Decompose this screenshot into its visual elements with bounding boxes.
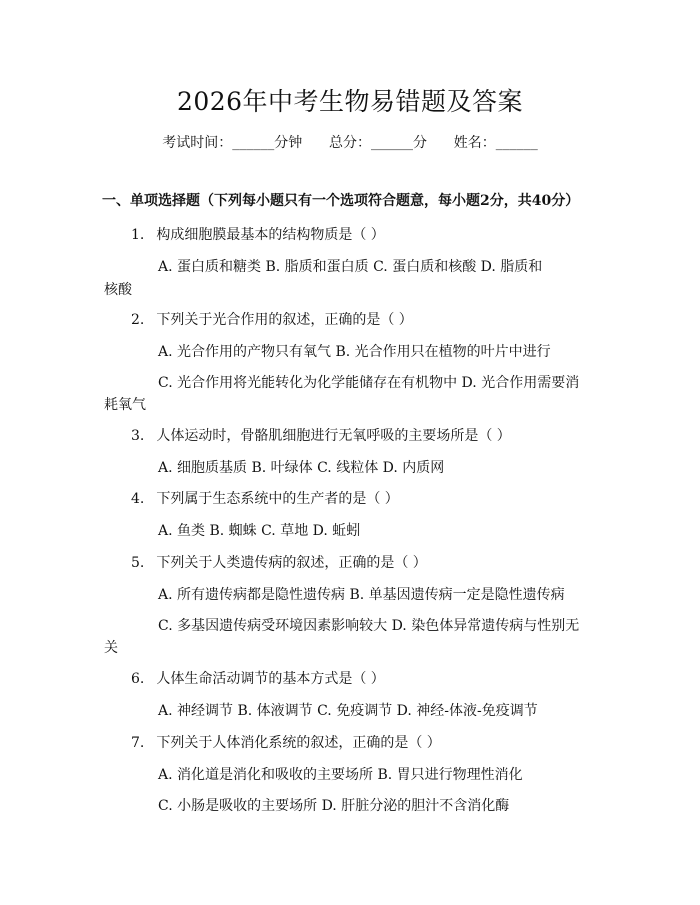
question-text: 下列关于人类遗传病的叙述，正确的是（ ） [156,555,427,571]
question-1 [131,224,385,244]
question-7-options-row-1: A. 消化道是消化和吸收的主要场所 B. 胃只进行物理性消化 [158,767,523,783]
question-2 [131,309,413,329]
exam-meta-line: 考试时间：______分钟 总分：______分 姓名：______ [162,135,538,151]
question-7-options-row-2: C. 小肠是吸收的主要场所 D. 肝脏分泌的胆汁不含消化酶 [158,798,510,814]
question-text: 下列关于光合作用的叙述，正确的是（ ） [156,312,413,328]
question-6-options: A. 神经调节 B. 体液调节 C. 免疫调节 D. 神经-体液-免疫调节 [158,703,538,719]
question-number: 2. [131,312,145,328]
question-text: 下列关于人体消化系统的叙述，正确的是（ ） [156,735,441,751]
question-text: 构成细胞膜最基本的结构物质是（ ） [156,227,385,243]
question-5 [131,552,427,572]
section-heading: 一、单项选择题（下列每小题只有一个选项符合题意，每小题2分，共40分） [102,193,580,209]
question-number: 7. [131,735,145,751]
question-3 [131,425,511,445]
question-number: 4. [131,491,145,507]
page-title: 2026年中考生物易错题及答案 [176,87,524,116]
question-text: 人体运动时，骨骼肌细胞进行无氧呼吸的主要场所是（ ） [156,428,511,444]
question-number: 1. [131,227,145,243]
question-6 [131,668,385,688]
question-5-options-continued: 关 [104,640,118,656]
question-number: 6. [131,671,145,687]
question-4-options: A. 鱼类 B. 蜘蛛 C. 草地 D. 蚯蚓 [158,523,361,539]
question-text: 人体生命活动调节的基本方式是（ ） [156,671,385,687]
question-5-options-row-2: C. 多基因遗传病受环境因素影响较大 D. 染色体异常遗传病与性别无 [158,618,580,634]
question-7 [131,732,441,752]
question-2-options-row-1: A. 光合作用的产物只有氧气 B. 光合作用只在植物的叶片中进行 [158,344,551,360]
question-number: 5. [131,555,145,571]
question-2-options-row-2: C. 光合作用将光能转化为化学能储存在有机物中 D. 光合作用需要消 [158,375,580,391]
question-2-options-continued: 耗氧气 [104,397,146,413]
question-3-options: A. 细胞质基质 B. 叶绿体 C. 线粒体 D. 内质网 [158,460,445,476]
question-1-options: A. 蛋白质和糖类 B. 脂质和蛋白质 C. 蛋白质和核酸 D. 脂质和 [158,259,543,275]
question-4 [131,488,399,508]
question-number: 3. [131,428,145,444]
question-1-options-continued: 核酸 [104,282,132,298]
question-text: 下列属于生态系统中的生产者的是（ ） [156,491,399,507]
question-5-options-row-1: A. 所有遗传病都是隐性遗传病 B. 单基因遗传病一定是隐性遗传病 [158,587,565,603]
